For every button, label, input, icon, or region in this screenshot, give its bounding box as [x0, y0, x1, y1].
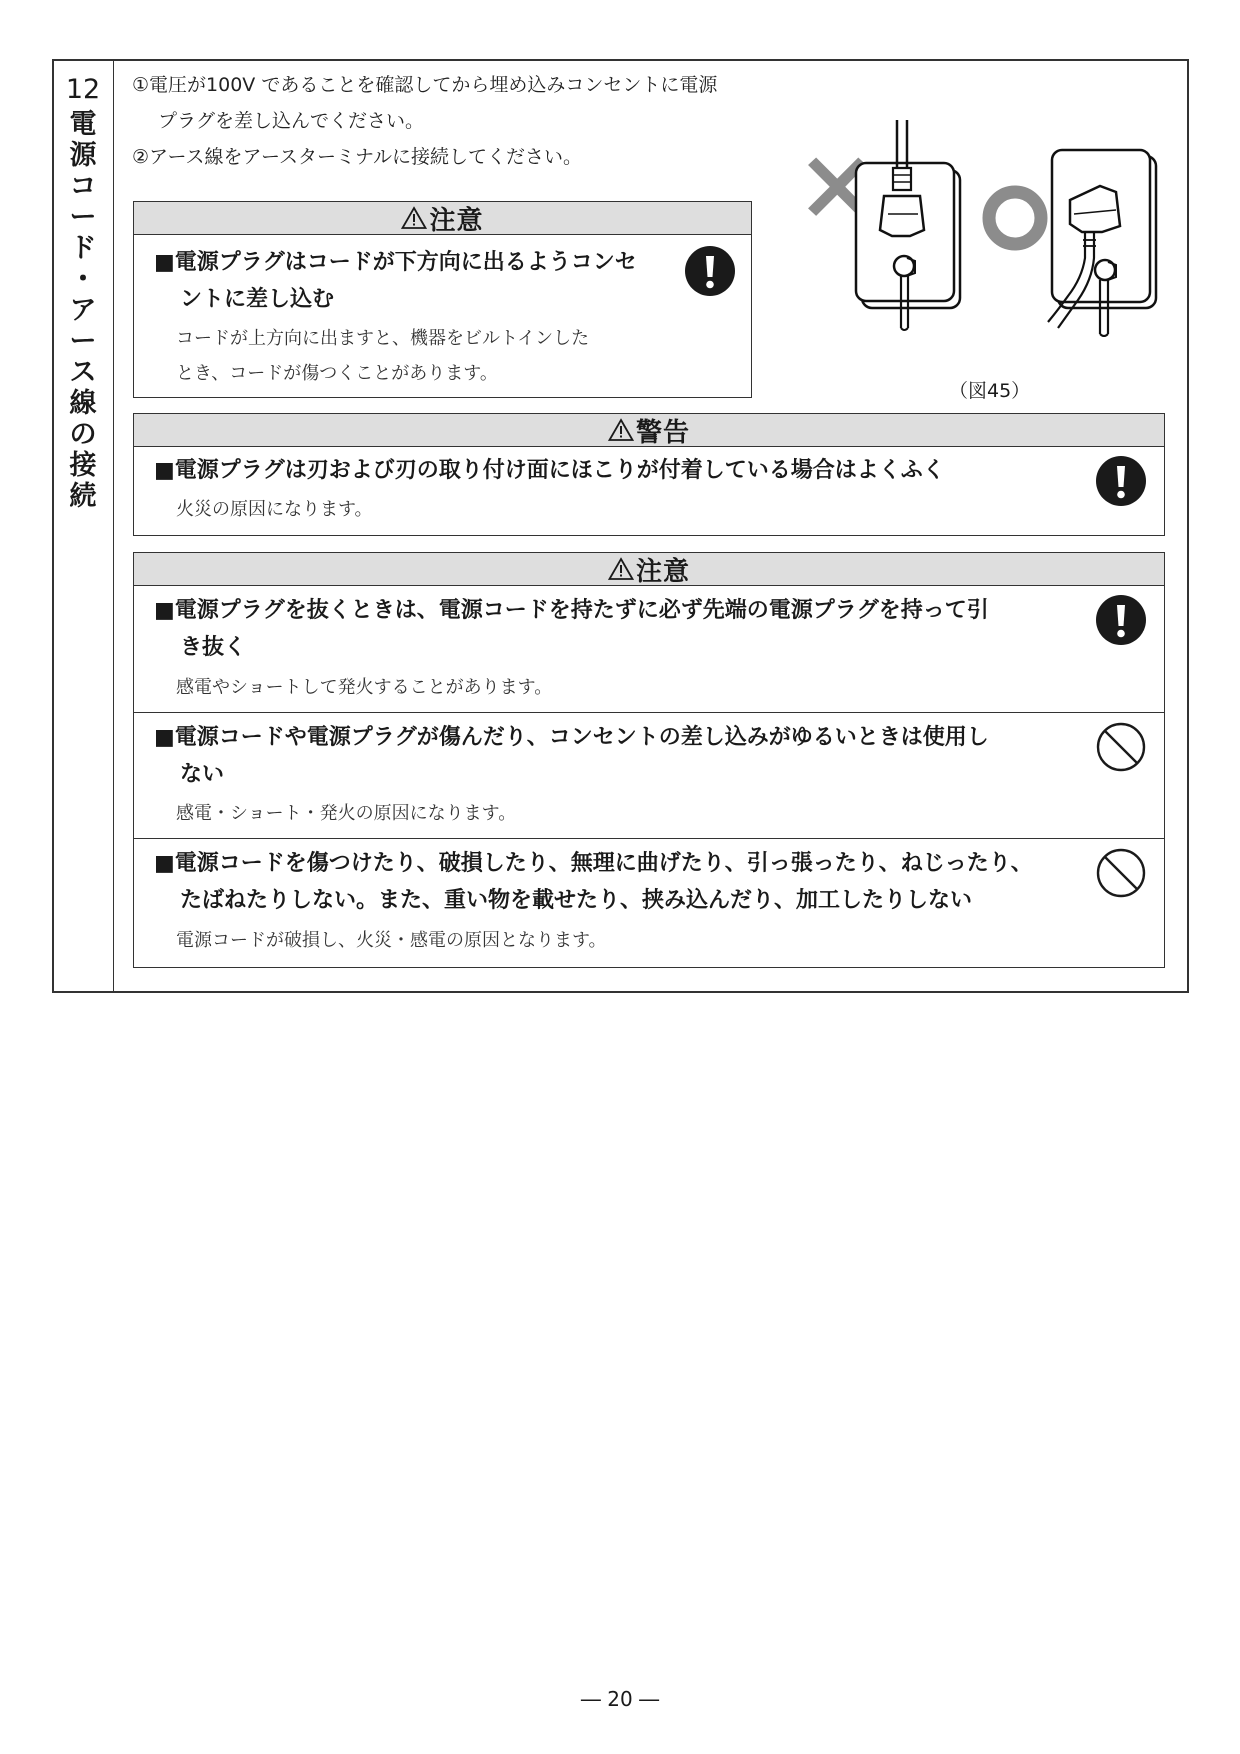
wrong-outlet-illustration	[856, 120, 960, 330]
entry-title-line-1: ■電源プラグは刃および刃の取り付け面にほこりが付着している場合はよくふく	[154, 458, 945, 483]
entry-title-line-1: ■電源プラグはコードが下方向に出るようコンセ	[154, 250, 637, 275]
section-title-char: ア	[69, 295, 97, 326]
entry-title-line-1: ■電源コードや電源プラグが傷んだり、コンセントの差し込みがゆるいときは使用し	[154, 725, 989, 750]
instruction-line-2: プラグを差し込んでください。	[158, 110, 425, 132]
caution-header-label: 注意	[429, 205, 484, 236]
figure-45-illustration	[800, 118, 1160, 352]
entry-desc-line-1: コードが上方向に出ますと、機器をビルトインした	[176, 328, 590, 349]
caution-entry	[134, 838, 1164, 967]
warning-box	[133, 413, 1165, 536]
caution-header	[134, 553, 1164, 586]
entry-desc-line-2: とき、コードが傷つくことがあります。	[176, 363, 498, 384]
entry-title-line-2: たばねたりしない。また、重い物を載せたり、挟み込んだり、加工したりしない	[180, 888, 973, 913]
section-title-char: ス	[69, 357, 97, 388]
section-sidebar	[54, 61, 114, 991]
entry-title-line-2: ない	[180, 762, 225, 787]
entry-title-line-2: ントに差し込む	[180, 287, 335, 312]
caution-entry	[134, 235, 751, 397]
section-title-char: コ	[69, 171, 97, 202]
caution-entry	[134, 712, 1164, 838]
instruction-line-3: ②アース線をアースターミナルに接続してください。	[132, 146, 583, 168]
entry-title-line-1: ■電源プラグを抜くときは、電源コードを持たずに必ず先端の電源プラグを持って引	[154, 598, 989, 623]
circle-mark-icon	[989, 192, 1041, 244]
section-title	[54, 109, 112, 512]
entry-desc-line-1: 火災の原因になります。	[176, 499, 373, 520]
section-title-char: 電	[69, 109, 97, 140]
page-number: ― 20 ―	[580, 1687, 660, 1711]
section-title-char: ー	[69, 202, 97, 233]
exclamation-icon	[685, 246, 735, 300]
entry-desc-line-1: 感電・ショート・発火の原因になります。	[176, 803, 517, 824]
caution-entry	[134, 586, 1164, 712]
section-title-char: 接	[69, 450, 97, 481]
entry-desc-line-1: 感電やショートして発火することがあります。	[176, 677, 553, 698]
warning-triangle-icon	[608, 557, 634, 581]
entry-title-line-2: き抜く	[180, 635, 247, 660]
section-title-char: の	[69, 419, 97, 450]
exclamation-icon	[1096, 595, 1146, 649]
exclamation-icon	[1096, 456, 1146, 510]
figure-caption: （図45）	[949, 380, 1031, 402]
section-number: 12	[65, 74, 101, 105]
caution-header	[134, 202, 751, 235]
entry-title-line-1: ■電源コードを傷つけたり、破損したり、無理に曲げたり、引っ張ったり、ねじったり、	[154, 851, 1033, 876]
section-title-char: 続	[69, 481, 97, 512]
caution-box-1	[133, 201, 752, 398]
right-outlet-illustration	[1048, 150, 1156, 336]
prohibited-icon	[1096, 848, 1146, 902]
prohibited-icon	[1096, 722, 1146, 776]
warning-entry	[134, 447, 1164, 535]
warning-triangle-icon	[401, 206, 427, 230]
entry-desc-line-1: 電源コードが破損し、火災・感電の原因となります。	[176, 930, 607, 951]
section-title-char: ・	[69, 264, 97, 295]
caution-header-label: 注意	[635, 556, 690, 587]
caution-box-2	[133, 552, 1165, 968]
section-title-char: 源	[69, 140, 97, 171]
section-title-char: 線	[69, 388, 97, 419]
warning-header-label: 警告	[635, 417, 690, 448]
section-title-char: ー	[69, 326, 97, 357]
warning-header	[134, 414, 1164, 447]
instruction-line-1: ①電圧が100V であることを確認してから埋め込みコンセントに電源	[132, 74, 718, 96]
warning-triangle-icon	[608, 418, 634, 442]
section-title-char: ド	[69, 233, 97, 264]
